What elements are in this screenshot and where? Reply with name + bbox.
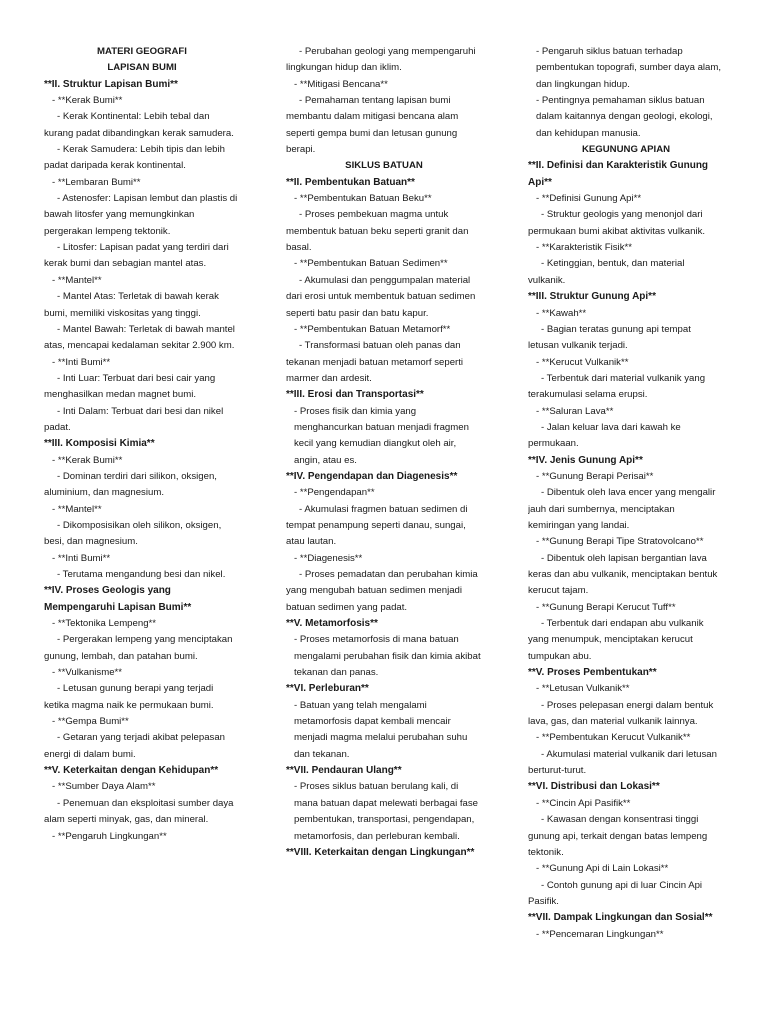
bullet-item: - **Pencemaran Lingkungan** (536, 928, 664, 940)
bullet-item: - **Lembaran Bumi** (52, 176, 141, 188)
heading: **V. Proses Pembentukan** (528, 667, 657, 679)
bullet-item: - **Gunung Berapi Perisai** (536, 470, 654, 482)
detail-text: - Letusan gunung berapi yang terjadi ketika magma naik ke permukaan bumi. (44, 683, 214, 711)
detail-text: - Akumulasi dan penggumpalan material dari erosi untuk membentuk batuan sedimen seperti batu pasir dan batu kapur. (286, 274, 476, 319)
bullet-item: - **Pembentukan Kerucut Vulkanik** (536, 732, 691, 744)
bullet-item: - **Pembentukan Batuan Metamorf** (294, 323, 451, 335)
detail-text: - Mantel Atas: Terletak di bawah kerak bumi, memiliki viskositas yang tinggi. (44, 291, 219, 319)
heading: **VI. Distribusi dan Lokasi** (528, 781, 660, 793)
bullet-item: - **Tektonika Lempeng** (52, 618, 156, 630)
detail-text: - Getaran yang terjadi akibat pelepasan energi di dalam bumi. (44, 732, 225, 760)
heading: **III. Struktur Gunung Api** (528, 291, 656, 303)
bullet-item: - **Definisi Gunung Api** (536, 193, 642, 205)
detail-text: - Pemahaman tentang lapisan bumi membantu dalam mitigasi bencana alam seperti gempa bumi dan letusan gunung berapi. (286, 95, 459, 156)
detail-text: - Akumulasi material vulkanik dari letusan berturut-turut. (528, 748, 717, 777)
bullet-item: - **Pengaruh Lingkungan** (52, 830, 167, 842)
section-title: KEGUNUNG APIAN (581, 144, 671, 156)
bullet-item: - **Kerucut Vulkanik** (536, 356, 629, 368)
heading: **III. Erosi dan Transportasi** (286, 389, 424, 401)
detail-text: - Dibentuk oleh lava encer yang mengalir jauh dari sumbernya, menciptakan kemiringan yang landai. (528, 487, 716, 531)
heading: **II. Struktur Lapisan Bumi** (44, 78, 178, 90)
detail-text: - Struktur geologis yang menonjol dari permukaan bumi akibat aktivitas vulkanik. (528, 209, 706, 237)
heading: **VII. Pendauran Ulang** (286, 765, 402, 777)
section-title: LAPISAN BUMI (107, 62, 177, 74)
bullet-item: - **Gunung Berapi Kerucut Tuff** (536, 601, 676, 613)
bullet-item: - **Mantel** (52, 503, 102, 515)
heading: **VI. Perleburan** (286, 683, 369, 695)
bullet-item: - **Letusan Vulkanik** (536, 683, 630, 695)
bullet-item: - **Gunung Berapi Tipe Stratovolcano** (536, 536, 704, 548)
detail-text: - Proses pemadatan dan perubahan kimia yang mengubah batuan sedimen menjadi batuan sedimen yang padat. (286, 569, 478, 613)
bullet-item: - **Kerak Bumi** (52, 454, 123, 466)
column-3 (528, 44, 724, 1024)
detail-text: - Dibentuk oleh lapisan bergantian lava keras dan abu vulkanik, menciptakan bentuk kerucut tajam. (528, 552, 718, 597)
bullet-item: - **Gunung Api di Lain Lokasi** (536, 863, 669, 875)
detail-text: - Mantel Bawah: Terletak di bawah mantel atas, mencapai kedalaman sekitar 2.900 km. (44, 323, 235, 352)
detail-text: - Kerak Samudera: Lebih tipis dan lebih padat daripada kerak kontinental. (44, 144, 225, 172)
bullet-item: - Proses siklus batuan berulang kali, di mana batuan dapat melewati berbagai fase pembentukan, transportasi, pengendapan, metamorfosis, dan perleburan kembali. (294, 781, 479, 842)
bullet-item: - **Inti Bumi** (52, 356, 111, 368)
bullet-item: - **Mitigasi Bencana** (294, 78, 388, 90)
bullet-item: - Pentingnya pemahaman siklus batuan dalam kaitannya dengan geologi, ekologi, dan kehidupan manusia. (536, 95, 713, 139)
bullet-item: - **Karakteristik Fisik** (536, 242, 632, 254)
detail-text: - Dominan terdiri dari silikon, oksigen, aluminium, dan magnesium. (44, 470, 217, 499)
heading: **IV. Jenis Gunung Api** (528, 454, 643, 466)
detail-text: - Kerak Kontinental: Lebih tebal dan kurang padat dibandingkan kerak samudera. (44, 111, 234, 139)
detail-text: - Transformasi batuan oleh panas dan tekanan menjadi batuan metamorf seperti marmer dan ardesit. (286, 340, 464, 384)
detail-text: - Terbentuk dari material vulkanik yang terakumulasi selama erupsi. (528, 372, 706, 401)
bullet-item: - **Pengendapan** (294, 487, 375, 499)
heading: **III. Komposisi Kimia** (44, 438, 155, 450)
detail-text: - Proses pembekuan magma untuk membentuk batuan beku seperti granit dan basal. (286, 209, 469, 254)
detail-text: - Kawasan dengan konsentrasi tinggi gunung api, terkait dengan batas lempeng tektonik. (528, 814, 708, 858)
bullet-item: - Proses fisik dan kimia yang menghancurkan batuan menjadi fragmen kecil yang kemudian diangkut oleh air, angin, atau es. (294, 405, 469, 466)
heading: **VIII. Keterkaitan dengan Lingkungan** (286, 846, 475, 858)
bullet-item: - Batuan yang telah mengalami metamorfosis dapat kembali mencair menjadi magma melalui perubahan suhu dan tekanan. (294, 699, 468, 760)
bullet-item: - **Kawah** (536, 307, 587, 319)
bullet-item: - **Inti Bumi** (52, 552, 111, 564)
detail-text: - Inti Luar: Terbuat dari besi cair yang menghasilkan medan magnet bumi. (44, 372, 216, 401)
bullet-item: - **Saluran Lava** (536, 405, 614, 417)
detail-text: - Contoh gunung api di luar Cincin Api Pasifik. (528, 879, 703, 907)
detail-text: - Dikomposisikan oleh silikon, oksigen, besi, dan magnesium. (44, 519, 222, 548)
bullet-item: - **Gempa Bumi** (52, 716, 129, 728)
detail-text: - Penemuan dan eksploitasi sumber daya alam seperti minyak, gas, dan mineral. (44, 797, 234, 826)
detail-text: - Proses pelepasan energi dalam bentuk lava, gas, dan material vulkanik lainnya. (528, 699, 714, 728)
bullet-item: - **Pembentukan Batuan Beku** (294, 193, 432, 205)
detail-text: - Ketinggian, bentuk, dan material vulkanik. (528, 258, 685, 286)
detail-text: - Pergerakan lempeng yang menciptakan gunung, lembah, dan patahan bumi. (44, 634, 233, 662)
column-1 (44, 44, 240, 1024)
bullet-item: - Proses metamorfosis di mana batuan mengalami perubahan fisik dan kimia akibat tekanan dan panas. (294, 634, 481, 679)
heading: **V. Keterkaitan dengan Kehidupan** (44, 765, 219, 777)
bullet-item: - **Cincin Api Pasifik** (536, 797, 631, 809)
bullet-item: - Pengaruh siklus batuan terhadap pembentukan topografi, sumber daya alam, dan lingkungan hidup. (536, 46, 722, 90)
bullet-item: - **Kerak Bumi** (52, 95, 123, 107)
detail-text: - Astenosfer: Lapisan lembut dan plastis di bawah litosfer yang memungkinkan pergerakan lempeng tektonik. (44, 193, 238, 237)
detail-text: - Litosfer: Lapisan padat yang terdiri dari kerak bumi dan sebagian mantel atas. (44, 242, 229, 270)
detail-text: - Inti Dalam: Terbuat dari besi dan nikel padat. (44, 405, 224, 433)
heading: **IV. Proses Geologis yang Mempengaruhi Lapisan Bumi** (44, 585, 192, 613)
heading: **II. Definisi dan Karakteristik Gunung Api** (528, 160, 709, 188)
section-title: SIKLUS BATUAN (345, 160, 423, 172)
bullet-item: - **Diagenesis** (294, 552, 363, 564)
detail-text: - Terbentuk dari endapan abu vulkanik yang menumpuk, menciptakan kerucut tumpukan abu. (528, 618, 704, 662)
detail-text: - Terutama mengandung besi dan nikel. (57, 569, 226, 580)
heading: **II. Pembentukan Batuan** (286, 176, 415, 188)
section-title: MATERI GEOGRAFI (97, 46, 187, 57)
bullet-item: - **Sumber Daya Alam** (52, 781, 156, 793)
detail-text: - Perubahan geologi yang mempengaruhi lingkungan hidup dan iklim. (286, 46, 476, 74)
detail-text: - Jalan keluar lava dari kawah ke permukaan. (528, 421, 681, 450)
detail-text: - Akumulasi fragmen batuan sedimen di tempat penampung seperti danau, sungai, atau lautan. (286, 503, 468, 548)
heading: **IV. Pengendapan dan Diagenesis** (286, 470, 458, 482)
detail-text: - Bagian teratas gunung api tempat letusan vulkanik terjadi. (528, 323, 691, 352)
column-2 (286, 44, 482, 1024)
bullet-item: - **Pembentukan Batuan Sedimen** (294, 258, 448, 270)
bullet-item: - **Vulkanisme** (52, 667, 123, 679)
bullet-item: - **Mantel** (52, 274, 102, 286)
heading: **VII. Dampak Lingkungan dan Sosial** (528, 912, 713, 924)
heading: **V. Metamorfosis** (286, 618, 378, 630)
